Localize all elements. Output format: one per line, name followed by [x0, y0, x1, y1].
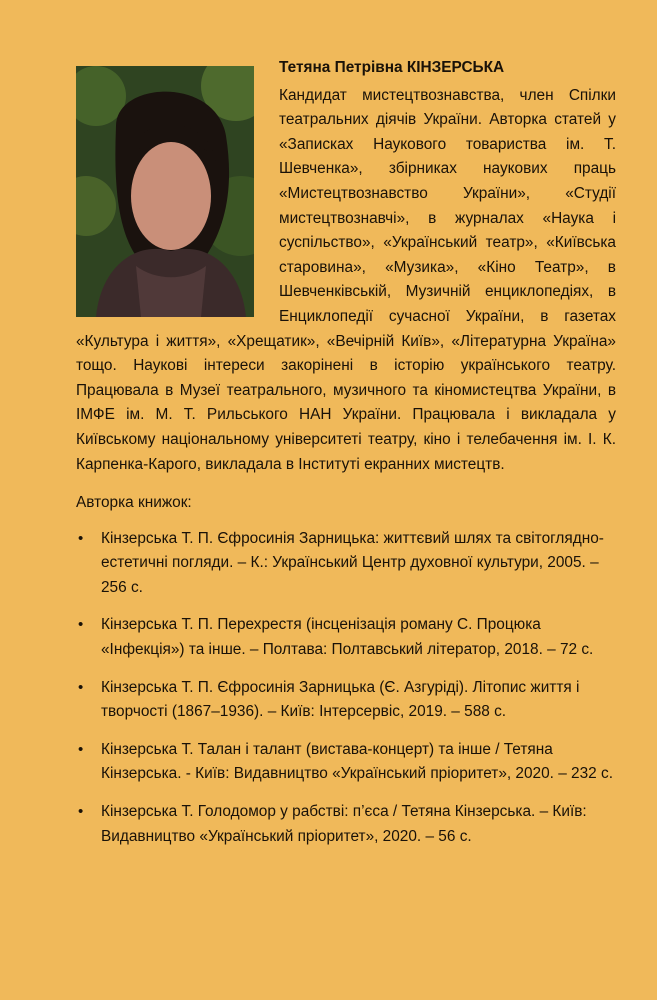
- author-bio: Кандидат мистецтвознавства, член Спілки театральних діячів України. Авторка статей у «Записках Наукового товариства ім. Т. Шевченка», збірниках наукових праць «Мистецтвознавство України», «Студії мистецтвознавчі», в журналах «Наука і суспільство», «Український театр», «Київська старовина», «Музика», «Кіно Театр», в Шевченківській, Музичній енциклопедіях, в Енциклопедії сучасної України, в газетах «Культура і життя», «Хрещатик», «Вечірній Київ», «Літературна Україна» тощо. Наукові інтереси закорінені в історію українського театру. Працювала в Музеї театрального, музичного та кіномистецтва України, в ІМФЕ ім. М. Т. Рильського НАН України. Працювала і викладала у Київському національному університеті театру, кіно і телебачення ім. І. К. Карпенка-Карого, викладала в Інституті екранних мистецтв.: [76, 86, 616, 473]
- book-item: [76, 738, 616, 787]
- bullet-icon: •: [78, 803, 84, 821]
- bullet-icon: •: [78, 529, 84, 547]
- books-heading: Авторка книжок:: [76, 494, 192, 512]
- text-block: [76, 56, 616, 862]
- book-citation: Кінзерська Т. П. Перехрестя (інсценізація роману С. Процюка «Інфекція») та інше. – Полтава: Полтавський літератор, 2018. – 72 с.: [101, 616, 594, 659]
- bullet-icon: •: [78, 678, 84, 696]
- book-list: [76, 527, 616, 850]
- bullet-icon: •: [78, 616, 84, 634]
- book-item: [76, 676, 616, 725]
- book-citation: Кінзерська Т. Голодомор у рабстві: п’єса / Тетяна Кінзерська. – Київ: Видавництво «Український пріоритет», 2020. – 56 с.: [101, 803, 587, 845]
- book-item: [76, 527, 616, 601]
- author-name: Тетяна Петрівна КІНЗЕРСЬКА: [279, 59, 505, 76]
- book-citation: Кінзерська Т. П. Єфросинія Зарницька (Є. Азгуріді). Літопис життя і творчості (1867–1936). – Київ: Інтерсервіс, 2019. – 588 с.: [101, 678, 580, 721]
- book-citation: Кінзерська Т. Талан і талант (вистава-концерт) та інше / Тетяна Кінзерська. - Київ: Видавництво «Український пріоритет», 2020. – 232 с.: [101, 740, 613, 783]
- book-citation: Кінзерська Т. П. Єфросинія Зарницька: життєвий шлях та світоглядно-естетичні погляди. – К.: Український Центр духовної культури, 2005. – 256 с.: [101, 529, 604, 596]
- book-item: [76, 800, 616, 849]
- book-item: [76, 613, 616, 662]
- bullet-icon: •: [78, 740, 84, 758]
